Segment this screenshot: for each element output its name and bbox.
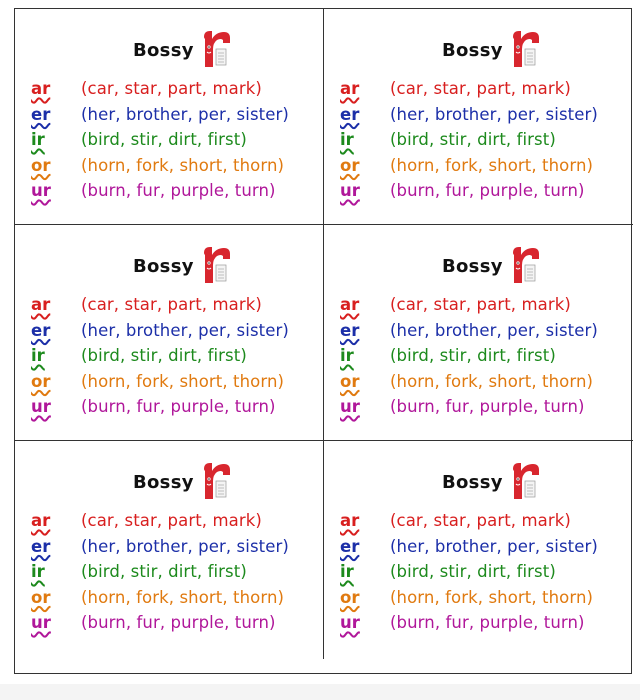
rule-examples: (burn, fur, purple, turn) bbox=[390, 181, 585, 200]
rule-row-ar bbox=[31, 511, 321, 537]
card-header bbox=[133, 27, 232, 71]
rule-examples: (car, star, part, mark) bbox=[81, 511, 262, 530]
rule-list bbox=[31, 511, 321, 639]
rule-pattern: ur bbox=[340, 613, 360, 632]
rule-row-ir bbox=[340, 130, 630, 156]
rule-examples: (bird, stir, dirt, first) bbox=[390, 562, 556, 581]
rule-row-ur bbox=[340, 613, 630, 639]
rule-pattern: ar bbox=[31, 295, 51, 314]
rule-row-ir bbox=[340, 562, 630, 588]
rule-pattern: ir bbox=[31, 346, 45, 365]
rule-row-ar bbox=[340, 511, 630, 537]
rule-row-ar bbox=[31, 295, 321, 321]
rule-pattern: ar bbox=[340, 79, 360, 98]
rule-pattern: or bbox=[340, 371, 360, 391]
card-title: Bossy bbox=[442, 472, 503, 493]
rule-pattern: ir bbox=[340, 346, 354, 365]
rule-examples: (bird, stir, dirt, first) bbox=[81, 562, 247, 581]
rule-pattern: er bbox=[340, 536, 360, 556]
bossy-r-card bbox=[324, 441, 633, 659]
card-title: Bossy bbox=[442, 256, 503, 277]
bossy-r-icon bbox=[200, 459, 232, 503]
rule-examples: (burn, fur, purple, turn) bbox=[390, 397, 585, 416]
rule-pattern: or bbox=[31, 371, 51, 391]
rule-examples: (horn, fork, short, thorn) bbox=[390, 371, 594, 391]
rule-examples: (her, brother, per, sister) bbox=[81, 536, 289, 556]
rule-examples: (car, star, part, mark) bbox=[81, 79, 262, 98]
rule-row-ar bbox=[31, 79, 321, 105]
bossy-r-card bbox=[15, 225, 324, 441]
card-title: Bossy bbox=[442, 40, 503, 61]
rule-examples: (her, brother, per, sister) bbox=[81, 320, 289, 340]
rule-pattern: ur bbox=[340, 181, 360, 200]
rule-row-ur bbox=[340, 397, 630, 423]
bossy-r-card bbox=[15, 9, 324, 225]
rule-pattern: er bbox=[31, 536, 51, 556]
rule-examples: (horn, fork, short, thorn) bbox=[81, 371, 285, 391]
rule-row-er bbox=[31, 105, 321, 131]
card-header bbox=[133, 459, 232, 503]
rule-examples: (car, star, part, mark) bbox=[390, 511, 571, 530]
bossy-r-icon bbox=[509, 459, 541, 503]
rule-pattern: or bbox=[340, 155, 360, 175]
bossy-r-card bbox=[324, 9, 633, 225]
rule-examples: (her, brother, per, sister) bbox=[390, 104, 598, 124]
card-title: Bossy bbox=[133, 40, 194, 61]
card-header bbox=[442, 459, 541, 503]
rule-row-ir bbox=[31, 562, 321, 588]
rule-examples: (car, star, part, mark) bbox=[390, 79, 571, 98]
rule-examples: (burn, fur, purple, turn) bbox=[81, 613, 276, 632]
rule-row-ur bbox=[31, 181, 321, 207]
rule-examples: (her, brother, per, sister) bbox=[390, 536, 598, 556]
rule-row-or bbox=[340, 372, 630, 398]
rule-list bbox=[340, 511, 630, 639]
bossy-r-card bbox=[324, 225, 633, 441]
rule-examples: (burn, fur, purple, turn) bbox=[81, 397, 276, 416]
rule-examples: (burn, fur, purple, turn) bbox=[390, 613, 585, 632]
rule-pattern: er bbox=[340, 104, 360, 124]
rule-row-or bbox=[31, 372, 321, 398]
rule-pattern: ar bbox=[31, 79, 51, 98]
rule-row-or bbox=[31, 588, 321, 614]
rule-row-er bbox=[31, 321, 321, 347]
bossy-r-icon bbox=[200, 27, 232, 71]
rule-pattern: ir bbox=[31, 130, 45, 149]
rule-list bbox=[31, 295, 321, 423]
rule-pattern: ur bbox=[31, 181, 51, 200]
card-title: Bossy bbox=[133, 472, 194, 493]
rule-examples: (her, brother, per, sister) bbox=[390, 320, 598, 340]
rule-list bbox=[340, 295, 630, 423]
card-header bbox=[133, 243, 232, 287]
rule-pattern: ar bbox=[31, 511, 51, 530]
rule-pattern: ur bbox=[340, 397, 360, 416]
footer-strip bbox=[0, 684, 640, 700]
card-header bbox=[442, 27, 541, 71]
rule-row-ir bbox=[31, 130, 321, 156]
rule-row-ar bbox=[340, 295, 630, 321]
rule-pattern: ir bbox=[340, 130, 354, 149]
rule-pattern: ur bbox=[31, 397, 51, 416]
rule-pattern: or bbox=[31, 587, 51, 607]
rule-pattern: er bbox=[340, 320, 360, 340]
bossy-r-card bbox=[15, 441, 324, 659]
rule-row-or bbox=[340, 156, 630, 182]
rule-row-er bbox=[340, 321, 630, 347]
card-title: Bossy bbox=[133, 256, 194, 277]
rule-examples: (car, star, part, mark) bbox=[81, 295, 262, 314]
rule-row-ir bbox=[340, 346, 630, 372]
rule-row-or bbox=[31, 156, 321, 182]
bossy-r-sheet bbox=[14, 8, 632, 674]
rule-examples: (bird, stir, dirt, first) bbox=[81, 346, 247, 365]
rule-row-or bbox=[340, 588, 630, 614]
rule-row-ur bbox=[31, 613, 321, 639]
card-header bbox=[442, 243, 541, 287]
rule-examples: (bird, stir, dirt, first) bbox=[390, 346, 556, 365]
rule-pattern: ar bbox=[340, 295, 360, 314]
rule-examples: (burn, fur, purple, turn) bbox=[81, 181, 276, 200]
rule-row-er bbox=[340, 105, 630, 131]
rule-examples: (bird, stir, dirt, first) bbox=[390, 130, 556, 149]
rule-pattern: ur bbox=[31, 613, 51, 632]
rule-pattern: ir bbox=[31, 562, 45, 581]
rule-row-ur bbox=[340, 181, 630, 207]
rule-examples: (bird, stir, dirt, first) bbox=[81, 130, 247, 149]
rule-pattern: er bbox=[31, 320, 51, 340]
rule-row-ir bbox=[31, 346, 321, 372]
rule-examples: (her, brother, per, sister) bbox=[81, 104, 289, 124]
rule-row-ar bbox=[340, 79, 630, 105]
rule-list bbox=[31, 79, 321, 207]
rule-pattern: er bbox=[31, 104, 51, 124]
bossy-r-icon bbox=[200, 243, 232, 287]
rule-pattern: or bbox=[31, 155, 51, 175]
rule-examples: (horn, fork, short, thorn) bbox=[81, 587, 285, 607]
bossy-r-icon bbox=[509, 27, 541, 71]
rule-pattern: ir bbox=[340, 562, 354, 581]
rule-examples: (car, star, part, mark) bbox=[390, 295, 571, 314]
rule-list bbox=[340, 79, 630, 207]
rule-pattern: ar bbox=[340, 511, 360, 530]
bossy-r-icon bbox=[509, 243, 541, 287]
rule-row-ur bbox=[31, 397, 321, 423]
rule-row-er bbox=[31, 537, 321, 563]
rule-examples: (horn, fork, short, thorn) bbox=[390, 155, 594, 175]
rule-row-er bbox=[340, 537, 630, 563]
rule-examples: (horn, fork, short, thorn) bbox=[390, 587, 594, 607]
rule-pattern: or bbox=[340, 587, 360, 607]
rule-examples: (horn, fork, short, thorn) bbox=[81, 155, 285, 175]
